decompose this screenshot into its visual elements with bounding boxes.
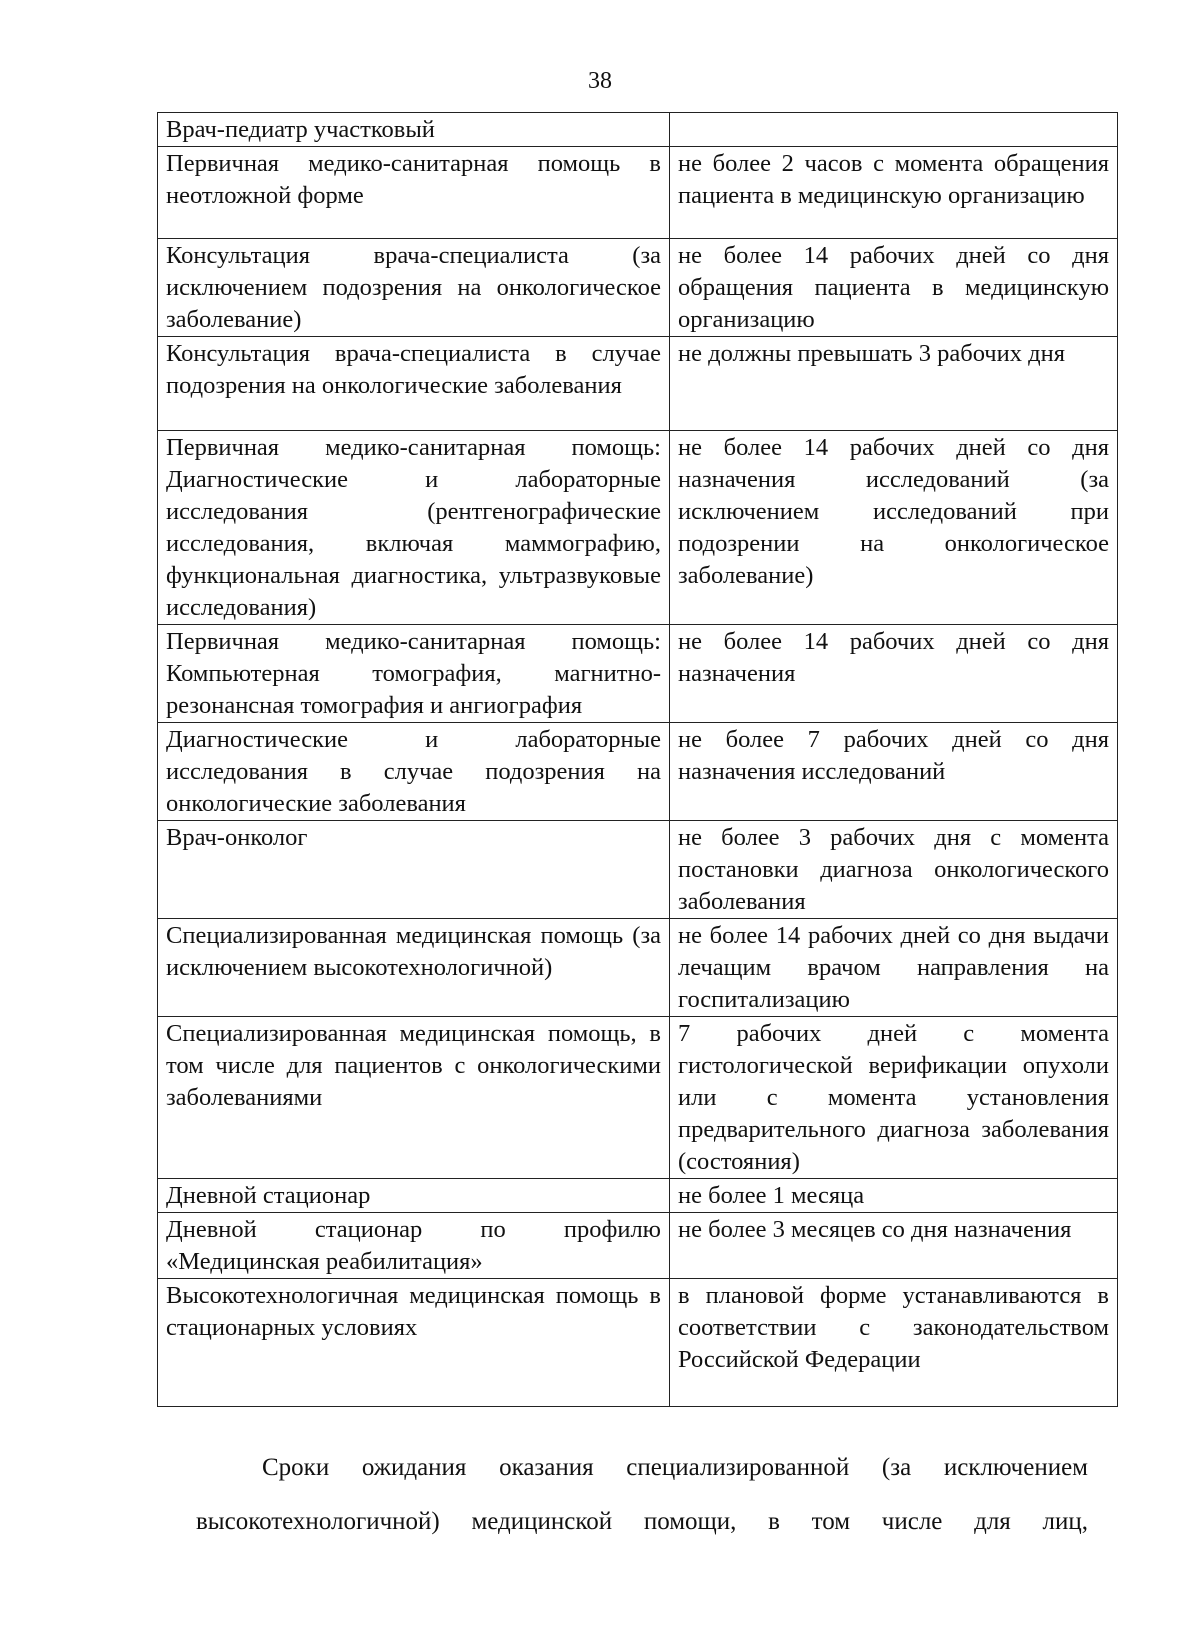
table-row	[158, 337, 1118, 431]
term-cell: в плановой форме устанавливаются в соответствии с законодательством Российской Федерации	[670, 1279, 1118, 1407]
term-cell: 7 рабочих дней с момента гистологической верификации опухоли или с момента установления предварительного диагноза заболевания (состояния)	[670, 1017, 1118, 1179]
paragraph-line-1: Сроки ожидания оказания специализированной (за исключением	[262, 1454, 1088, 1481]
term-cell: не более 3 месяцев со дня назначения	[670, 1213, 1118, 1279]
table-row	[158, 239, 1118, 337]
waiting-times-table	[157, 112, 1118, 1407]
table-row	[158, 431, 1118, 625]
term-cell: не должны превышать 3 рабочих дня	[670, 337, 1118, 431]
table-row	[158, 1213, 1118, 1279]
term-cell: не более 2 часов с момента обращения пациента в медицинскую организацию	[670, 147, 1118, 239]
service-cell: Первичная медико-санитарная помощь: Компьютерная томография, магнитно-резонансная томография и ангиография	[158, 625, 670, 723]
service-cell: Консультация врача-специалиста в случае подозрения на онкологические заболевания	[158, 337, 670, 431]
table-row	[158, 723, 1118, 821]
service-cell: Специализированная медицинская помощь (за исключением высокотехнологичной)	[158, 919, 670, 1017]
term-cell: не более 14 рабочих дней со дня обращения пациента в медицинскую организацию	[670, 239, 1118, 337]
paragraph-line-2: высокотехнологичной) медицинской помощи, в том числе для лиц,	[196, 1508, 1088, 1535]
service-cell: Первичная медико-санитарная помощь: Диагностические и лабораторные исследования (рентгенографические исследования, включая маммографию, функциональная диагностика, ультразвуковые исследования)	[158, 431, 670, 625]
term-cell: не более 1 месяца	[670, 1179, 1118, 1213]
service-cell: Дневной стационар	[158, 1179, 670, 1213]
service-cell: Первичная медико-санитарная помощь в неотложной форме	[158, 147, 670, 239]
table-row	[158, 919, 1118, 1017]
table-row	[158, 1279, 1118, 1407]
table-row	[158, 147, 1118, 239]
table-row	[158, 1179, 1118, 1213]
service-cell: Специализированная медицинская помощь, в том числе для пациентов с онкологическими заболеваниями	[158, 1017, 670, 1179]
table-row	[158, 1017, 1118, 1179]
table-row	[158, 113, 1118, 147]
page-number: 38	[588, 68, 612, 94]
service-cell: Консультация врача-специалиста (за исключением подозрения на онкологическое заболевание)	[158, 239, 670, 337]
table-row	[158, 821, 1118, 919]
service-cell: Диагностические и лабораторные исследования в случае подозрения на онкологические заболевания	[158, 723, 670, 821]
service-cell: Дневной стационар по профилю «Медицинская реабилитация»	[158, 1213, 670, 1279]
term-cell: не более 14 рабочих дней со дня назначения исследований (за исключением исследований при подозрении на онкологическое заболевание)	[670, 431, 1118, 625]
service-cell: Врач-педиатр участковый	[158, 113, 670, 147]
service-cell: Врач-онколог	[158, 821, 670, 919]
term-cell: не более 7 рабочих дней со дня назначения исследований	[670, 723, 1118, 821]
term-cell	[670, 113, 1118, 147]
table-row	[158, 625, 1118, 723]
term-cell: не более 14 рабочих дней со дня назначения	[670, 625, 1118, 723]
service-cell: Высокотехнологичная медицинская помощь в стационарных условиях	[158, 1279, 670, 1407]
term-cell: не более 3 рабочих дня с момента постановки диагноза онкологического заболевания	[670, 821, 1118, 919]
term-cell: не более 14 рабочих дней со дня выдачи лечащим врачом направления на госпитализацию	[670, 919, 1118, 1017]
